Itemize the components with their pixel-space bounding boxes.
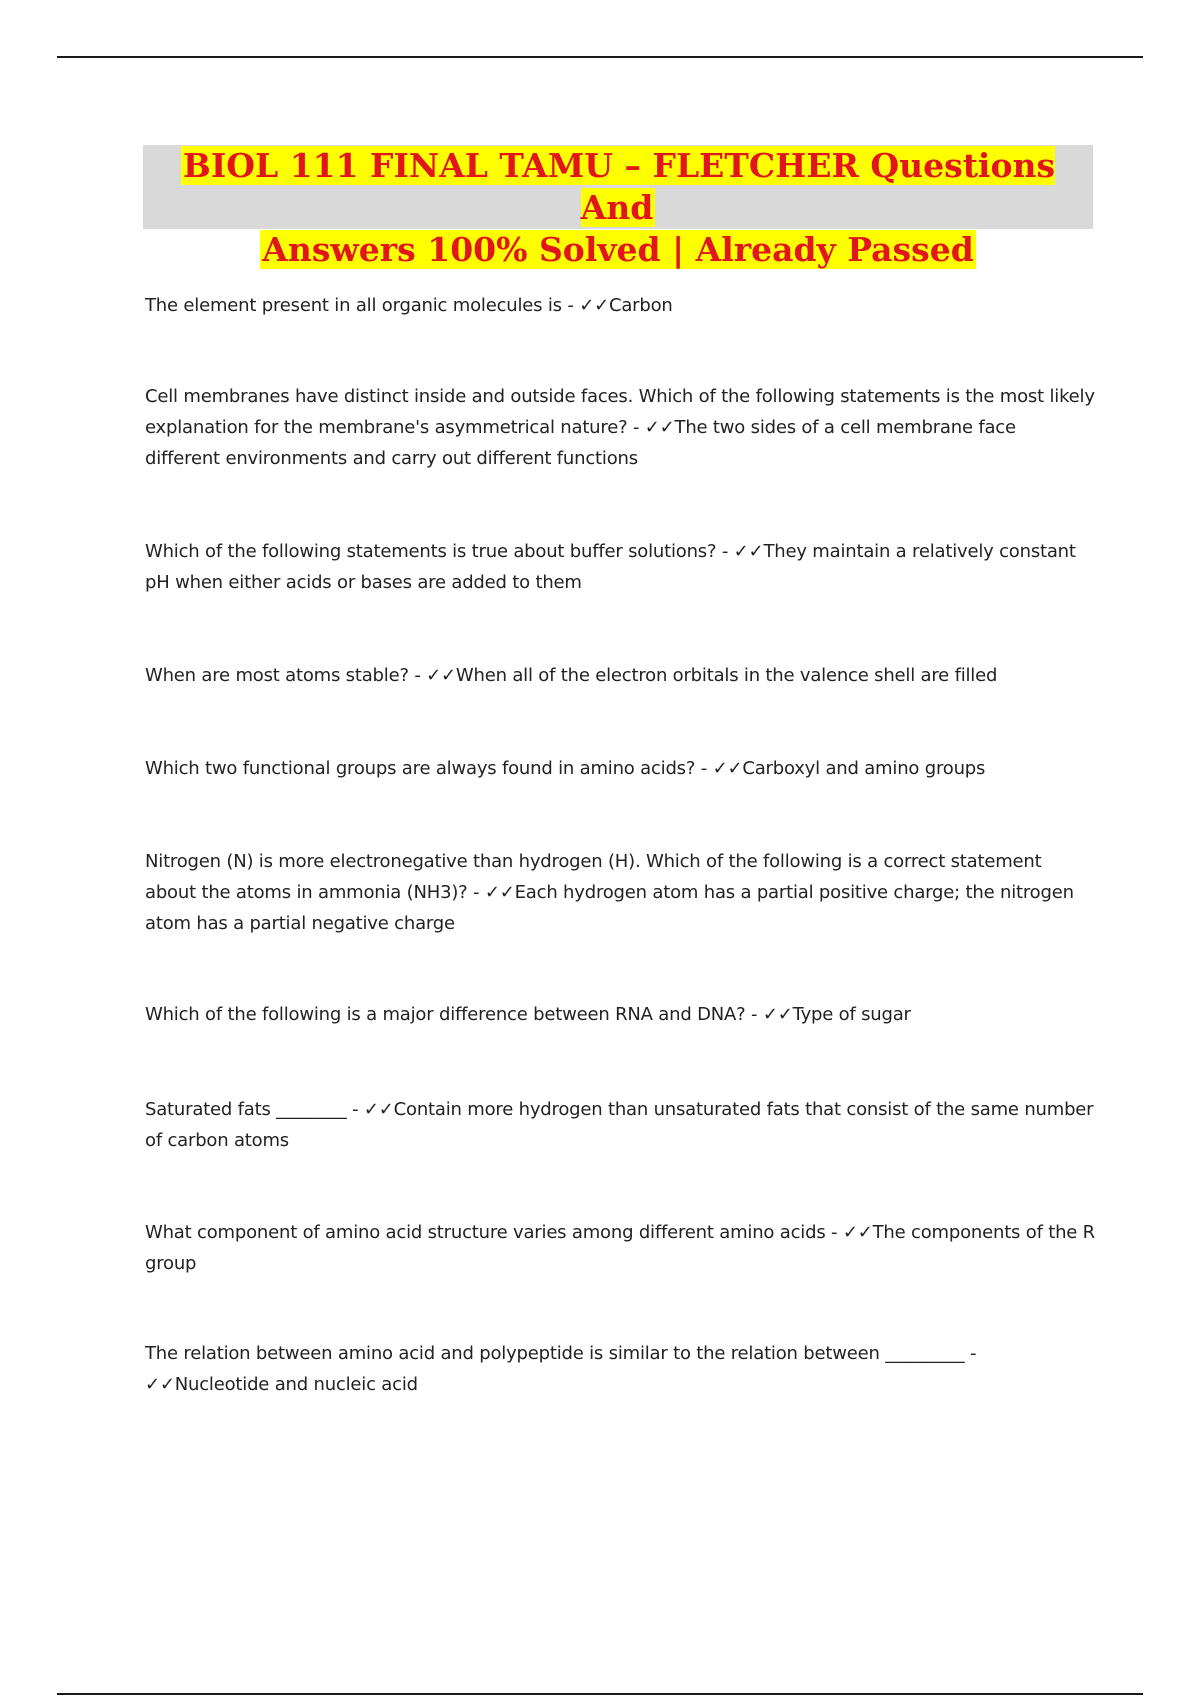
separator: - <box>408 665 427 686</box>
separator: - <box>716 541 734 562</box>
separator: - <box>964 1343 977 1364</box>
check-icon: ✓✓ <box>733 541 764 562</box>
title-line-1: BIOL 111 FINAL TAMU – FLETCHER Questions And <box>182 146 1056 227</box>
separator: - <box>627 417 645 438</box>
question-text: Which of the following is a major difference between RNA and DNA? <box>145 1004 746 1025</box>
check-icon: ✓✓ <box>762 1004 793 1025</box>
answer-text: The components of the R group <box>145 1222 1095 1274</box>
question-text: The relation between amino acid and polypeptide is similar to the relation between _________ <box>145 1343 965 1364</box>
answer-text: Nucleotide and nucleic acid <box>174 1374 418 1395</box>
question-text: Saturated fats ________ <box>145 1099 347 1120</box>
separator: - <box>561 295 580 316</box>
answer-text: The two sides of a cell membrane face different environments and carry out different functions <box>145 417 1016 469</box>
answer-text: Contain more hydrogen than unsaturated fats that consist of the same number of carbon atoms <box>145 1099 1094 1151</box>
qa-item <box>145 536 1095 598</box>
question-text: What component of amino acid structure varies among different amino acids <box>145 1222 826 1243</box>
document-title <box>143 145 1093 269</box>
check-icon: ✓✓ <box>712 758 743 779</box>
qa-item <box>145 381 1095 474</box>
question-text: Which two functional groups are always found in amino acids? <box>145 758 696 779</box>
question-text: Cell membranes have distinct inside and outside faces. Which of the following statements is the most likely explanation for the membrane's asymmetrical nature? <box>145 386 1095 438</box>
answer-text: Type of sugar <box>792 1004 911 1025</box>
check-icon: ✓✓ <box>145 1374 175 1395</box>
title-line-2: Answers 100% Solved | Already Passed <box>262 230 974 269</box>
question-text: The element present in all organic molecules is <box>145 295 562 316</box>
qa-item <box>145 660 1095 691</box>
qa-item <box>145 290 1095 321</box>
top-rule <box>57 56 1143 58</box>
question-text: Which of the following statements is true about buffer solutions? <box>145 541 717 562</box>
check-icon: ✓✓ <box>842 1222 873 1243</box>
qa-item <box>145 1217 1095 1279</box>
separator: - <box>825 1222 843 1243</box>
qa-item <box>145 1338 1095 1400</box>
bottom-rule <box>57 1693 1143 1695</box>
answer-text: Each hydrogen atom has a partial positive charge; the nitrogen atom has a partial negative charge <box>145 882 1074 934</box>
separator: - <box>467 882 485 903</box>
answer-text: Carbon <box>608 295 673 316</box>
answer-text: When all of the electron orbitals in the valence shell are filled <box>455 665 998 686</box>
qa-item <box>145 1094 1095 1156</box>
qa-item <box>145 753 1095 784</box>
answer-text: They maintain a relatively constant pH when either acids or bases are added to them <box>145 541 1076 593</box>
answer-text: Carboxyl and amino groups <box>742 758 986 779</box>
question-text: When are most atoms stable? <box>145 665 409 686</box>
check-icon: ✓✓ <box>426 665 456 686</box>
check-icon: ✓✓ <box>579 295 609 316</box>
check-icon: ✓✓ <box>644 417 675 438</box>
separator: - <box>745 1004 763 1025</box>
separator: - <box>695 758 713 779</box>
check-icon: ✓✓ <box>363 1099 394 1120</box>
qa-item <box>145 999 1095 1030</box>
qa-item <box>145 846 1095 939</box>
question-text: Nitrogen (N) is more electronegative than hydrogen (H). Which of the following is a correct statement about the atoms in ammonia (NH3)? <box>145 851 1042 903</box>
check-icon: ✓✓ <box>484 882 515 903</box>
separator: - <box>346 1099 364 1120</box>
